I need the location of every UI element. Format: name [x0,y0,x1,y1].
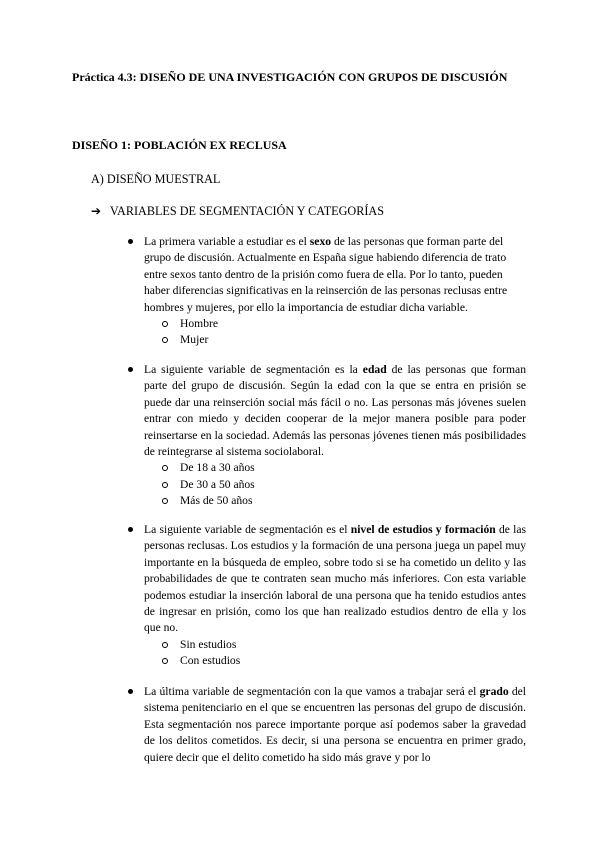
section-heading: DISEÑO 1: POBLACIÓN EX RECLUSA [72,138,287,152]
arrow-icon: ➔ [91,204,102,218]
category-label: De 30 a 50 años [180,477,255,491]
paragraph-text: La siguiente variable de segmentación es el [144,523,351,536]
category-list [144,316,526,349]
circle-bullet-icon [162,642,168,648]
paragraph-text: de las personas que forman parte del grupo de discusión. Según la edad con la que se entra en prisión se puede dar una reinserción social más fácil o no. Las personas más jóvenes suelen entrar con miedo y deciden cooperar de la mejor manera posible para poder reinsertarse en la sociedad. Además las personas jóvenes tienen más posibilidades de reintegrarse al sistema sociolaboral. [144,363,527,459]
category-item [180,477,526,493]
paragraph-text: de las personas reclusas. Los estudios y la formación de una persona juega un papel muy importante en la búsqueda de empleo, sobre todo si se ha cometido un delito y las probabilidades de que te contraten sean mucho más inferiores. Con esta variable podemos estudiar la inserción laboral de una persona que ha tenido estudios antes de ingresar en prisión, como los que han realizado estudios dentro de ella y los que no. [144,523,527,635]
bullet-icon [128,239,133,244]
category-label: Más de 50 años [180,494,253,508]
category-list [144,460,526,509]
circle-bullet-icon [162,482,168,488]
category-label: Hombre [180,317,218,331]
variable-name: nivel de estudios y formación [350,523,496,536]
list-item-estudios [144,522,526,670]
paragraph-text: de las personas que forman parte del grupo de discusión. Actualmente en España sigue habiendo diferencia de trato entre sexos tanto dentro de la prisión como fuera de ella. Por lo tanto, pueden haber diferencias significativas en la reinserción de las personas reclusas entre hombres y mujeres, por ello la importancia de estudiar dicha variable. [144,235,508,314]
variables-heading [91,204,384,219]
category-list [144,637,526,670]
paragraph-text: La primera variable a estudiar es el [144,235,310,248]
paragraph [144,684,526,766]
paragraph [144,362,526,460]
list-item-edad [144,362,526,510]
bullet-icon [128,367,133,372]
circle-bullet-icon [162,498,168,504]
list-item-sexo [144,234,526,349]
variable-name: sexo [309,235,332,248]
category-label: Mujer [180,333,209,347]
category-item [180,460,526,476]
category-item [180,493,526,509]
paragraph [144,522,526,637]
category-item [180,316,526,332]
category-item [180,653,526,669]
bullet-icon [128,527,133,532]
category-item [180,637,526,653]
category-label: Sin estudios [180,637,237,651]
category-label: Con estudios [180,654,241,668]
bullet-icon [128,689,133,694]
circle-bullet-icon [162,321,168,327]
page-title: Práctica 4.3: DISEÑO DE UNA INVESTIGACIÓN CON GRUPOS DE DISCUSIÓN [72,70,508,84]
paragraph-text: del sistema penitenciario en el que se encuentren las personas del grupo de discusión. Esta segmentación nos parece importante porque así podemos saber la gravedad de los delitos cometidos. Es decir, si una persona se encuentra en primer grado, quiere decir que el delito cometido ha sido más grave y por lo [144,685,527,764]
circle-bullet-icon [162,658,168,664]
subsection-heading: A) DISEÑO MUESTRAL [91,172,221,186]
variable-name: grado [479,685,509,698]
category-item [180,332,526,348]
variable-name: edad [362,363,387,376]
category-label: De 18 a 30 años [180,461,255,475]
circle-bullet-icon [162,337,168,343]
paragraph-text: La última variable de segmentación con la que vamos a trabajar será el [144,685,480,698]
variables-heading-text: VARIABLES DE SEGMENTACIÓN Y CATEGORÍAS [109,204,384,218]
paragraph-text: La siguiente variable de segmentación es la [144,363,363,376]
circle-bullet-icon [162,465,168,471]
list-item-grado [144,684,526,766]
paragraph [144,234,526,316]
